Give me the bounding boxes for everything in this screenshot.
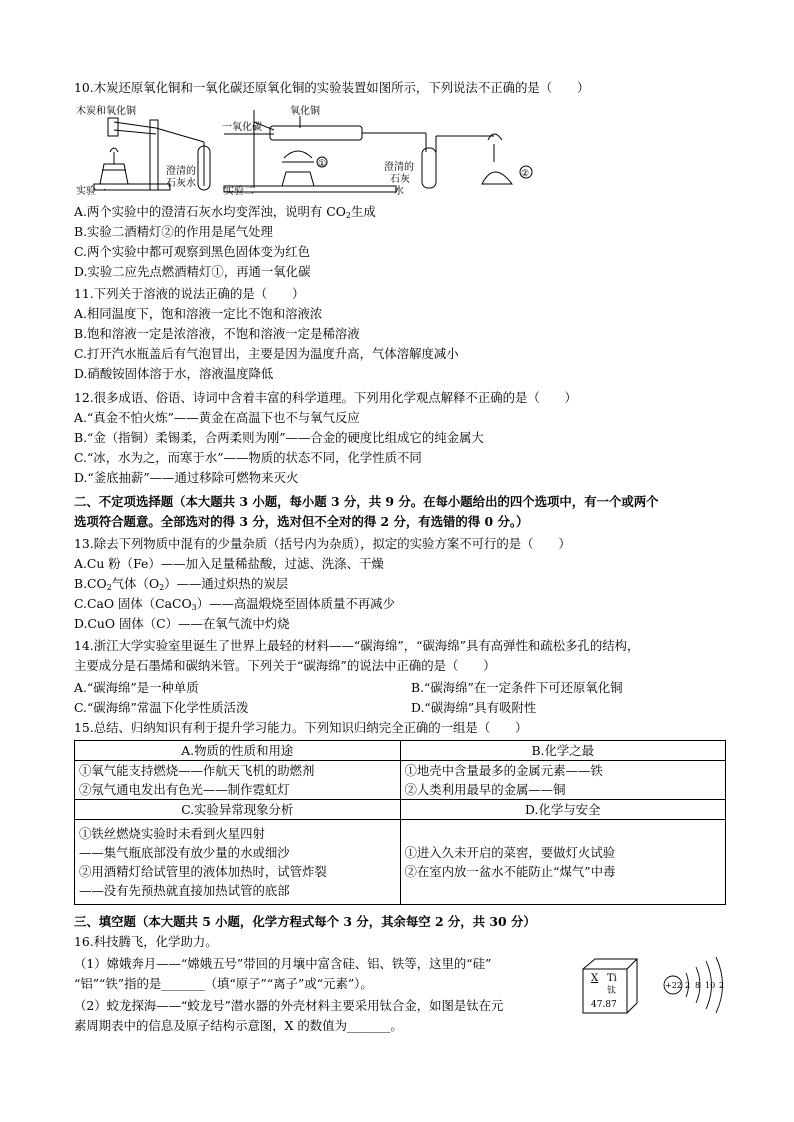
q16-part1: （1）嫦娥奔月——“嫦娥五号”带回的月壤中富含硅、铝、铁等，这里的“硅” — [74, 956, 492, 971]
q11-option-c: C.打开汽水瓶盖后有气泡冒出，主要是因为温度升高，气体溶解度减小 — [74, 346, 459, 361]
label-charcoal: 木炭和氧化铜 — [76, 106, 136, 117]
label-limewater-1a: 澄清的 — [166, 166, 196, 177]
q13-option-d: D.CuO 固体（C）——在氧气流中灼烧 — [74, 616, 290, 631]
label-lamp2: ② — [521, 169, 530, 179]
q12-option-d: D.“釜底抽薪”——通过移除可燃物来灭火 — [74, 470, 299, 485]
q10-option-b: B.实验二酒精灯②的作用是尾气处理 — [74, 224, 273, 239]
table-b-item-1: ①地壳中含量最多的金属元素——铁 — [404, 763, 603, 778]
label-limewater-1b: 石灰水 — [166, 178, 196, 189]
q12-option-a: A.“真金不怕火炼”——黄金在高温下也不与氧气反应 — [74, 410, 360, 425]
atom-shell-4: 2 — [719, 981, 725, 990]
section3-heading: 三、填空题（本大题共 5 小题，化学方程式每个 3 分，其余每空 2 分，共 30 分） — [74, 914, 536, 929]
ti-name: 钛 — [607, 986, 617, 996]
table-cell-c — [75, 820, 401, 905]
table-cell-a — [75, 761, 401, 800]
ti-symbol: Ti — [607, 973, 617, 984]
table-head-a: A.物质的性质和用途 — [75, 741, 401, 761]
q10-option-a: A.两个实验中的澄清石灰水均变浑浊，说明有 $CO_2$生成 — [74, 204, 376, 220]
table-d-item-1: ①进入久未开启的菜窖，要做灯火试验 — [404, 845, 616, 860]
q13-option-c: C.CaO 固体（CaCO$_3$）——高温煅烧至固体质量不再减少 — [74, 596, 395, 612]
table-a-item-1: ①氧气能支持燃烧——作航天飞机的助燃剂 — [79, 763, 315, 778]
label-limewater-2a: 澄清的 — [384, 162, 414, 173]
q13-option-a: A.Cu 粉（Fe）——加入足量稀盐酸，过滤、洗涤、干燥 — [74, 556, 384, 571]
q10-option-c: C.两个实验中都可观察到黑色固体变为红色 — [74, 244, 311, 259]
titanium-element-card — [579, 955, 643, 1015]
table-c-item-1: ①铁丝燃烧实验时未看到火星四射 — [79, 826, 265, 841]
table-cell-b — [400, 761, 726, 800]
q10-apparatus-figure — [74, 100, 634, 196]
ti-atomic-mass: 47.87 — [591, 1000, 617, 1010]
q13-stem: 13.除去下列物质中混有的少量杂质（括号内为杂质），拟定的实验方案不可行的是（ ） — [74, 536, 571, 551]
atom-nucleus-charge: +22 — [665, 981, 682, 990]
ti-atomic-number: X — [591, 973, 599, 984]
q16-part1-cont: “铝”“铁”指的是_______（填“原子”“离子”或“元素”）。 — [74, 976, 373, 991]
q11-option-a: A.相同温度下，饱和溶液一定比不饱和溶液浓 — [74, 306, 323, 321]
label-co: 一氧化碳 — [222, 122, 262, 133]
table-head-c: C.实验异常现象分析 — [75, 800, 401, 820]
q14-option-c: C.“碳海绵”常温下化学性质活泼 — [74, 700, 249, 715]
q15-knowledge-table — [74, 740, 726, 905]
atomic-structure-diagram — [660, 955, 736, 1015]
section2-heading: 二、不定项选择题（本大题共 3 小题，每小题 3 分，共 9 分。在每小题给出的四个选项中，有一个或两个 — [74, 494, 659, 509]
q16-title: 16.科技腾飞，化学助力。 — [74, 934, 218, 949]
q14-option-d: D.“碳海绵”具有吸附性 — [411, 700, 537, 715]
q12-stem: 12.很多成语、俗语、诗词中含着丰富的科学道理。下列用化学观点解释不正确的是（ ） — [74, 390, 577, 405]
table-head-b: B.化学之最 — [400, 741, 726, 761]
q15-stem: 15.总结、归纳知识有利于提升学习能力。下列知识归纳完全正确的一组是（ ） — [74, 720, 528, 735]
table-a-item-2: ②氖气通电发出有色光——制作霓虹灯 — [79, 782, 290, 797]
label-limewater-2b: 石灰 — [390, 174, 410, 185]
label-cuo: 氧化铜 — [290, 106, 320, 117]
q10-option-d: D.实验二应先点燃酒精灯①，再通一氧化碳 — [74, 264, 311, 279]
table-cell-d — [400, 820, 726, 905]
atom-shell-3: 10 — [705, 981, 716, 990]
q10-stem: 10.木炭还原氧化铜和一氧化碳还原氧化铜的实验装置如图所示，下列说法不正确的是（ ） — [74, 80, 590, 95]
label-limewater-2c: 水 — [394, 186, 404, 196]
q12-option-c: C.“冰，水为之，而寒于水”——物质的状态不同，化学性质不同 — [74, 450, 422, 465]
label-exp2: 实验二 — [224, 186, 254, 196]
label-exp1: 实验一 — [76, 186, 106, 196]
q11-stem: 11.下列关于溶液的说法正确的是（ ） — [74, 286, 305, 301]
q13-option-b: $B.CO_2$气体$(O_2)——$通过炽热的炭层 — [74, 576, 289, 592]
table-c-item-3: ②用酒精灯给试管里的液体加热时，试管炸裂 — [79, 864, 327, 879]
table-b-item-2: ②人类利用最早的金属——铜 — [404, 782, 566, 797]
q14-stem: 14.浙江大学实验室里诞生了世界上最轻的材料——“碳海绵”，“碳海绵”具有高弹性和疏松多孔的结构， — [74, 638, 640, 653]
q14-option-b: B.“碳海绵”在一定条件下可还原氧化铜 — [411, 680, 623, 695]
table-c-item-2: ——集气瓶底部没有放少量的水或细沙 — [79, 845, 290, 860]
q12-option-b: B.“金（指铜）柔锡柔，合两柔则为刚”——合金的硬度比组成它的纯金属大 — [74, 430, 484, 445]
table-head-d: D.化学与安全 — [400, 800, 726, 820]
atom-shell-1: 2 — [685, 981, 691, 990]
q14-stem-cont: 主要成分是石墨烯和碳纳米管。下列关于“碳海绵”的说法中正确的是（ ） — [74, 658, 496, 673]
q11-option-d: D.硝酸铵固体溶于水，溶液温度降低 — [74, 366, 274, 381]
q14-option-a: A.“碳海绵”是一种单质 — [74, 680, 199, 695]
q16-part2-cont: 素周期表中的信息及原子结构示意图，X 的数值为_______。 — [74, 1018, 403, 1033]
atom-shell-2: 8 — [695, 981, 701, 990]
label-lamp1: ① — [318, 159, 327, 169]
section2-heading-cont: 选项符合题意。全部选对的得 3 分，选对但不全对的得 2 分，有选错的得 0 分。） — [74, 514, 529, 529]
table-d-item-2: ②在室内放一盆水不能防止“煤气”中毒 — [404, 864, 616, 879]
table-c-item-4: ——没有先预热就直接加热试管的底部 — [79, 883, 290, 898]
q11-option-b: B.饱和溶液一定是浓溶液，不饱和溶液一定是稀溶液 — [74, 326, 360, 341]
q16-part2: （2）蛟龙探海——“蛟龙号”潜水器的外壳材料主要采用钛合金，如图是钛在元 — [74, 998, 504, 1013]
